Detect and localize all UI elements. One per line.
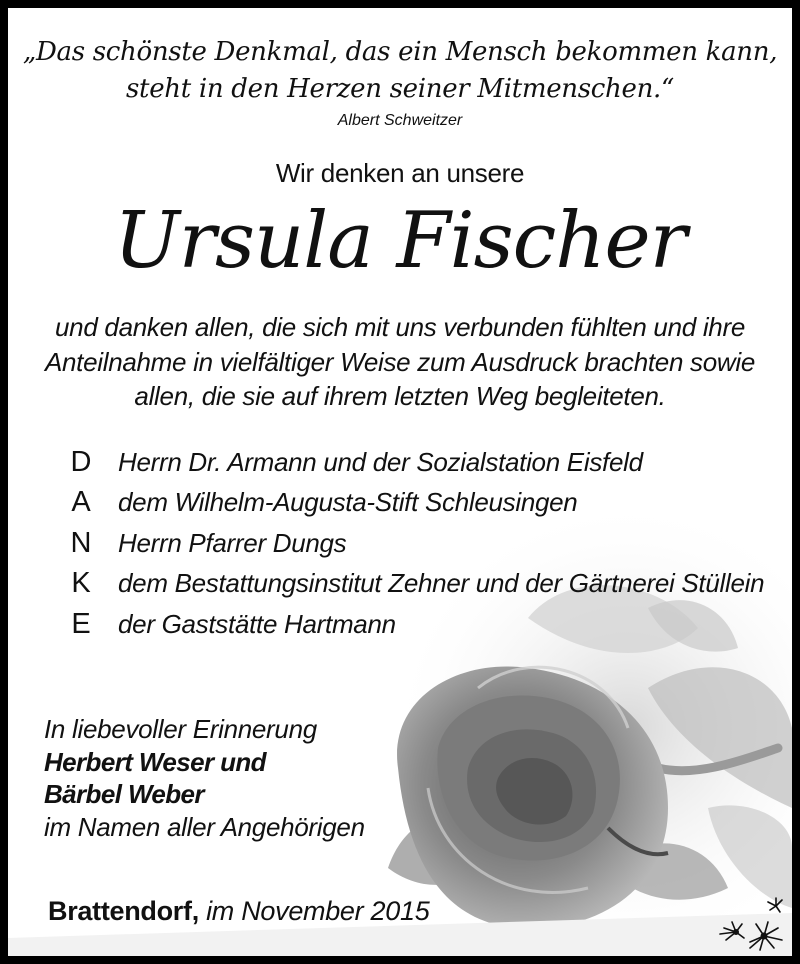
intro-text: Wir denken an unsere [275, 158, 525, 188]
quote-line: steht in den Herzen seiner Mitmenschen.“ [126, 74, 674, 104]
thanks-line: und danken allen, die sich mit uns verbunden fühlten und ihre [55, 312, 745, 342]
quote-line: „Das schönste Denkmal, das ein Mensch bekommen kann, [22, 37, 778, 67]
danke-row [50, 483, 764, 524]
danke-row [50, 564, 764, 605]
quote [8, 34, 792, 108]
date: im November 2015 [198, 896, 430, 926]
danke-row [50, 523, 764, 564]
deceased-name: Ursula Fischer [114, 196, 686, 286]
family-line: im Namen aller Angehörigen [44, 811, 365, 842]
thanks-line: Anteilnahme in vielfältiger Weise zum Ausdruck brachten sowie [44, 346, 756, 377]
town: Brattendorf, [48, 896, 199, 926]
danke-text: dem Wilhelm-Augusta-Stift Schleusingen [118, 487, 578, 518]
danke-row [50, 604, 764, 645]
danke-text: Herrn Pfarrer Dungs [118, 527, 347, 558]
mourner-name: Herbert Weser und [44, 746, 266, 777]
danke-letter: E [71, 607, 91, 640]
danke-text: der Gaststätte Hartmann [118, 608, 396, 639]
memory-line: In liebevoller Erinnerung [44, 714, 317, 744]
danke-letter: K [71, 567, 91, 600]
flower-sprig-icon [716, 896, 788, 952]
danke-row [50, 442, 764, 483]
mourner-name: Bärbel Weber [44, 779, 204, 809]
danke-text: Herrn Dr. Armann und der Sozialstation Eisfeld [118, 446, 643, 477]
thanks-line: allen, die sie auf ihrem letzten Weg begleiteten. [134, 381, 666, 411]
danke-letter: N [70, 526, 92, 559]
thanks-paragraph [8, 310, 792, 414]
danke-letter: A [71, 486, 91, 519]
danke-acrostic [50, 442, 764, 645]
quote-author: Albert Schweitzer [337, 112, 463, 129]
place-date [48, 896, 429, 927]
danke-letter: D [70, 445, 92, 478]
danke-text: dem Bestattungsinstitut Zehner und der Gärtnerei Stüllein [118, 568, 765, 599]
signoff [44, 713, 365, 843]
